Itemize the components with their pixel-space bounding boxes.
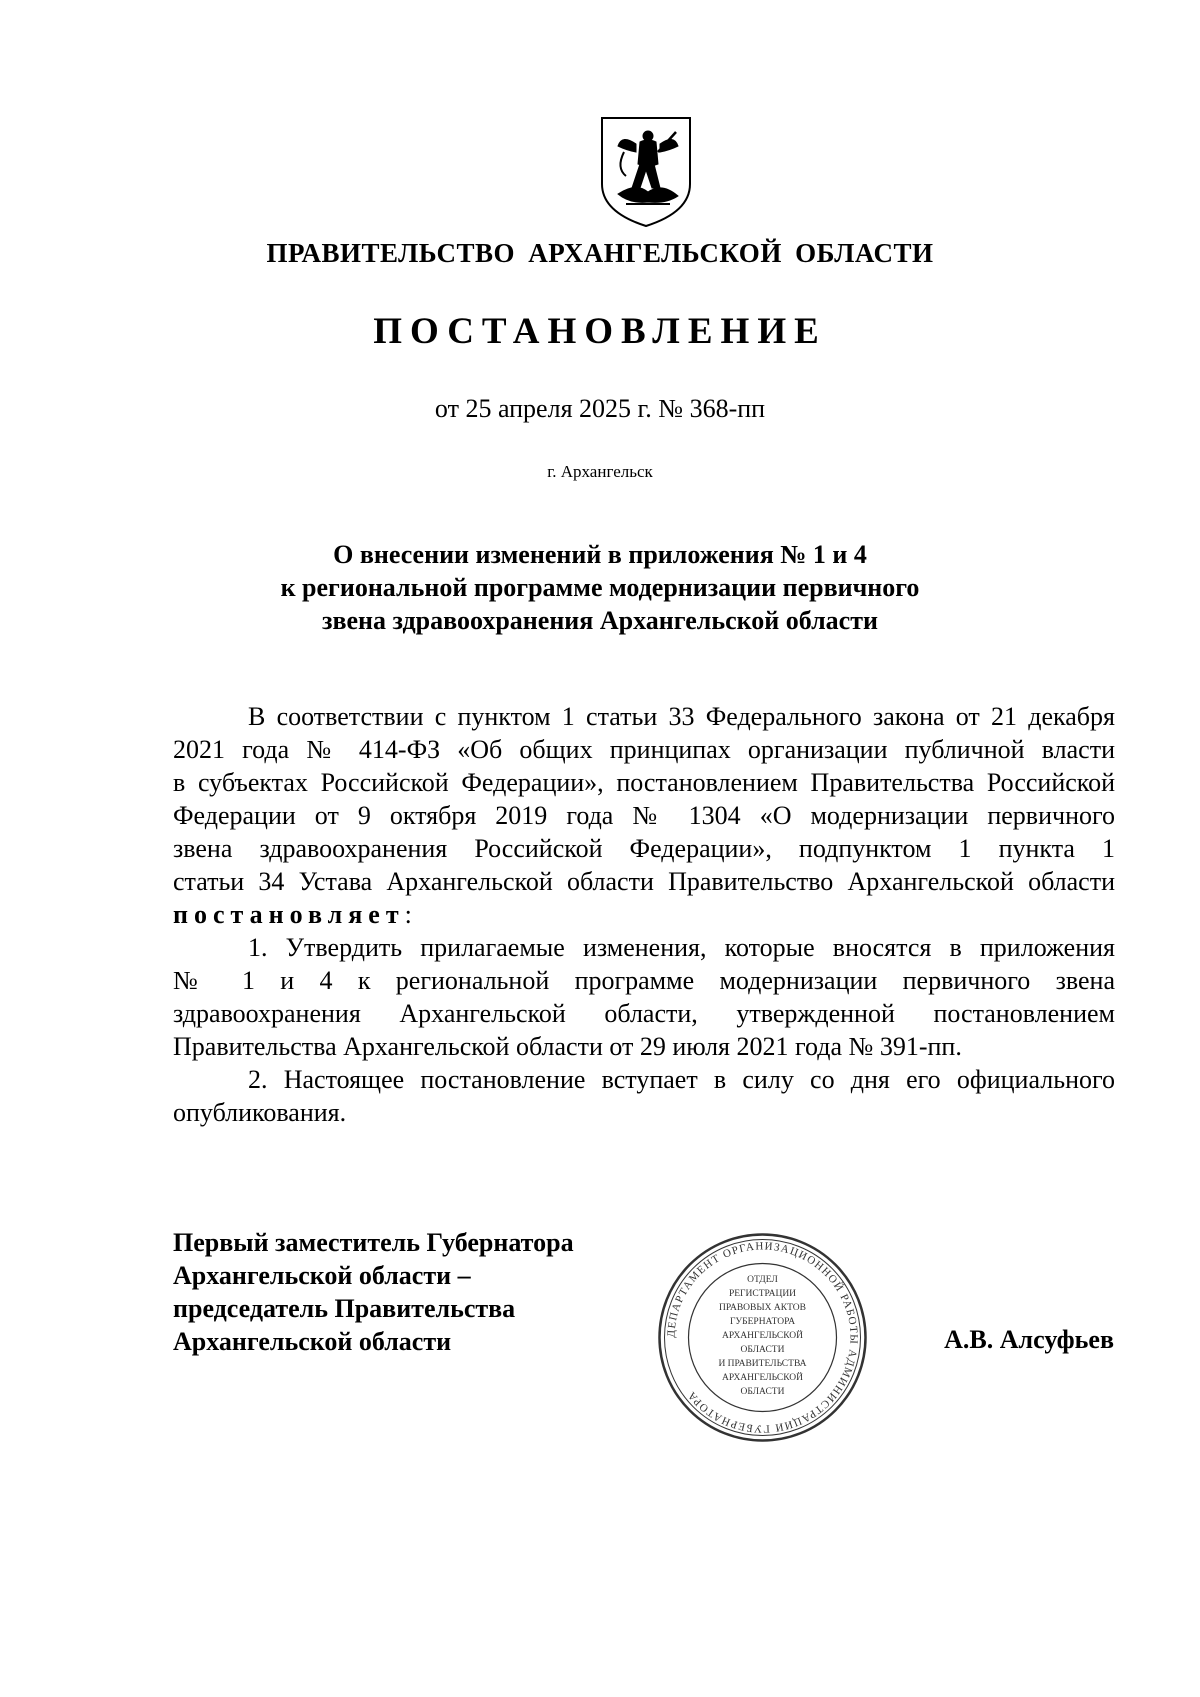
signatory-position-line: Архангельской области – bbox=[173, 1261, 471, 1290]
official-seal-stamp bbox=[655, 1230, 870, 1445]
seal-inner-line: ГУБЕРНАТОРА bbox=[729, 1317, 796, 1327]
seal-inner-line: ОТДЕЛ bbox=[747, 1275, 778, 1285]
seal-outer-text: ДЕПАРТАМЕНТ ОРГАНИЗАЦИОННОЙ РАБОТЫ АДМИНИСТРАЦИИ ГУБЕРНАТОРА bbox=[665, 1240, 860, 1435]
document-city: г. Архангельск bbox=[547, 462, 653, 481]
seal-inner-line: И ПРАВИТЕЛЬСТВА bbox=[718, 1359, 807, 1369]
body-line: 1. Утвердить прилагаемые изменения, которые вносятся в приложения bbox=[248, 933, 1115, 962]
subject-line: звена здравоохранения Архангельской области bbox=[322, 606, 878, 635]
seal-inner-line: РЕГИСТРАЦИИ bbox=[728, 1289, 797, 1299]
document-body bbox=[173, 700, 1115, 1129]
body-line: здравоохранения Архангельской области, утвержденной постановлением bbox=[173, 999, 1115, 1028]
subject-line: к региональной программе модернизации первичного bbox=[280, 573, 920, 602]
body-line: статьи 34 Устава Архангельской области Правительство Архангельской области bbox=[173, 867, 1115, 896]
signatory-position bbox=[173, 1226, 574, 1358]
seal-inner-line: ОБЛАСТИ bbox=[740, 1345, 785, 1355]
body-line: Правительства Архангельской области от 29 июля 2021 года № 391-пп. bbox=[173, 1032, 962, 1061]
seal-inner-line: ПРАВОВЫХ АКТОВ bbox=[719, 1303, 806, 1313]
body-line: В соответствии с пунктом 1 статьи 33 Федерального закона от 21 декабря bbox=[248, 702, 1115, 731]
seal-inner-line: АРХАНГЕЛЬСКОЙ bbox=[721, 1331, 804, 1341]
resolves-word: постановляет bbox=[173, 900, 405, 929]
body-line: в субъектах Российской Федерации», постановлением Правительства Российской bbox=[173, 768, 1115, 797]
body-line: Федерации от 9 октября 2019 года № 1304 «О модернизации первичного bbox=[173, 801, 1115, 830]
body-line: звена здравоохранения Российской Федерации», подпунктом 1 пункта 1 bbox=[173, 834, 1115, 863]
body-line: 2. Настоящее постановление вступает в силу со дня его официального bbox=[248, 1065, 1115, 1094]
government-title: ПРАВИТЕЛЬСТВО АРХАНГЕЛЬСКОЙ ОБЛАСТИ bbox=[266, 238, 934, 268]
signatory-name: А.В. Алсуфьев bbox=[944, 1325, 1114, 1354]
signatory-position-line: Первый заместитель Губернатора bbox=[173, 1228, 574, 1257]
document-type: ПОСТАНОВЛЕНИЕ bbox=[373, 311, 827, 352]
body-line: 2021 года № 414-ФЗ «Об общих принципах организации публичной власти bbox=[173, 735, 1115, 764]
document-subject bbox=[0, 538, 1200, 637]
seal-inner-line: ОБЛАСТИ bbox=[740, 1387, 785, 1397]
seal-inner-line: АРХАНГЕЛЬСКОЙ bbox=[721, 1373, 804, 1383]
subject-line: О внесении изменений в приложения № 1 и 4 bbox=[333, 540, 867, 569]
signatory-position-line: Архангельской области bbox=[173, 1327, 452, 1356]
resolves-colon: : bbox=[404, 900, 412, 929]
body-line: № 1 и 4 к региональной программе модернизации первичного звена bbox=[173, 966, 1115, 995]
signatory-position-line: председатель Правительства bbox=[173, 1294, 516, 1323]
coat-of-arms-icon bbox=[596, 112, 696, 230]
body-line: опубликования. bbox=[173, 1098, 347, 1127]
document-date-number: от 25 апреля 2025 г. № 368-пп bbox=[434, 394, 766, 423]
resolves-line bbox=[173, 898, 1115, 931]
